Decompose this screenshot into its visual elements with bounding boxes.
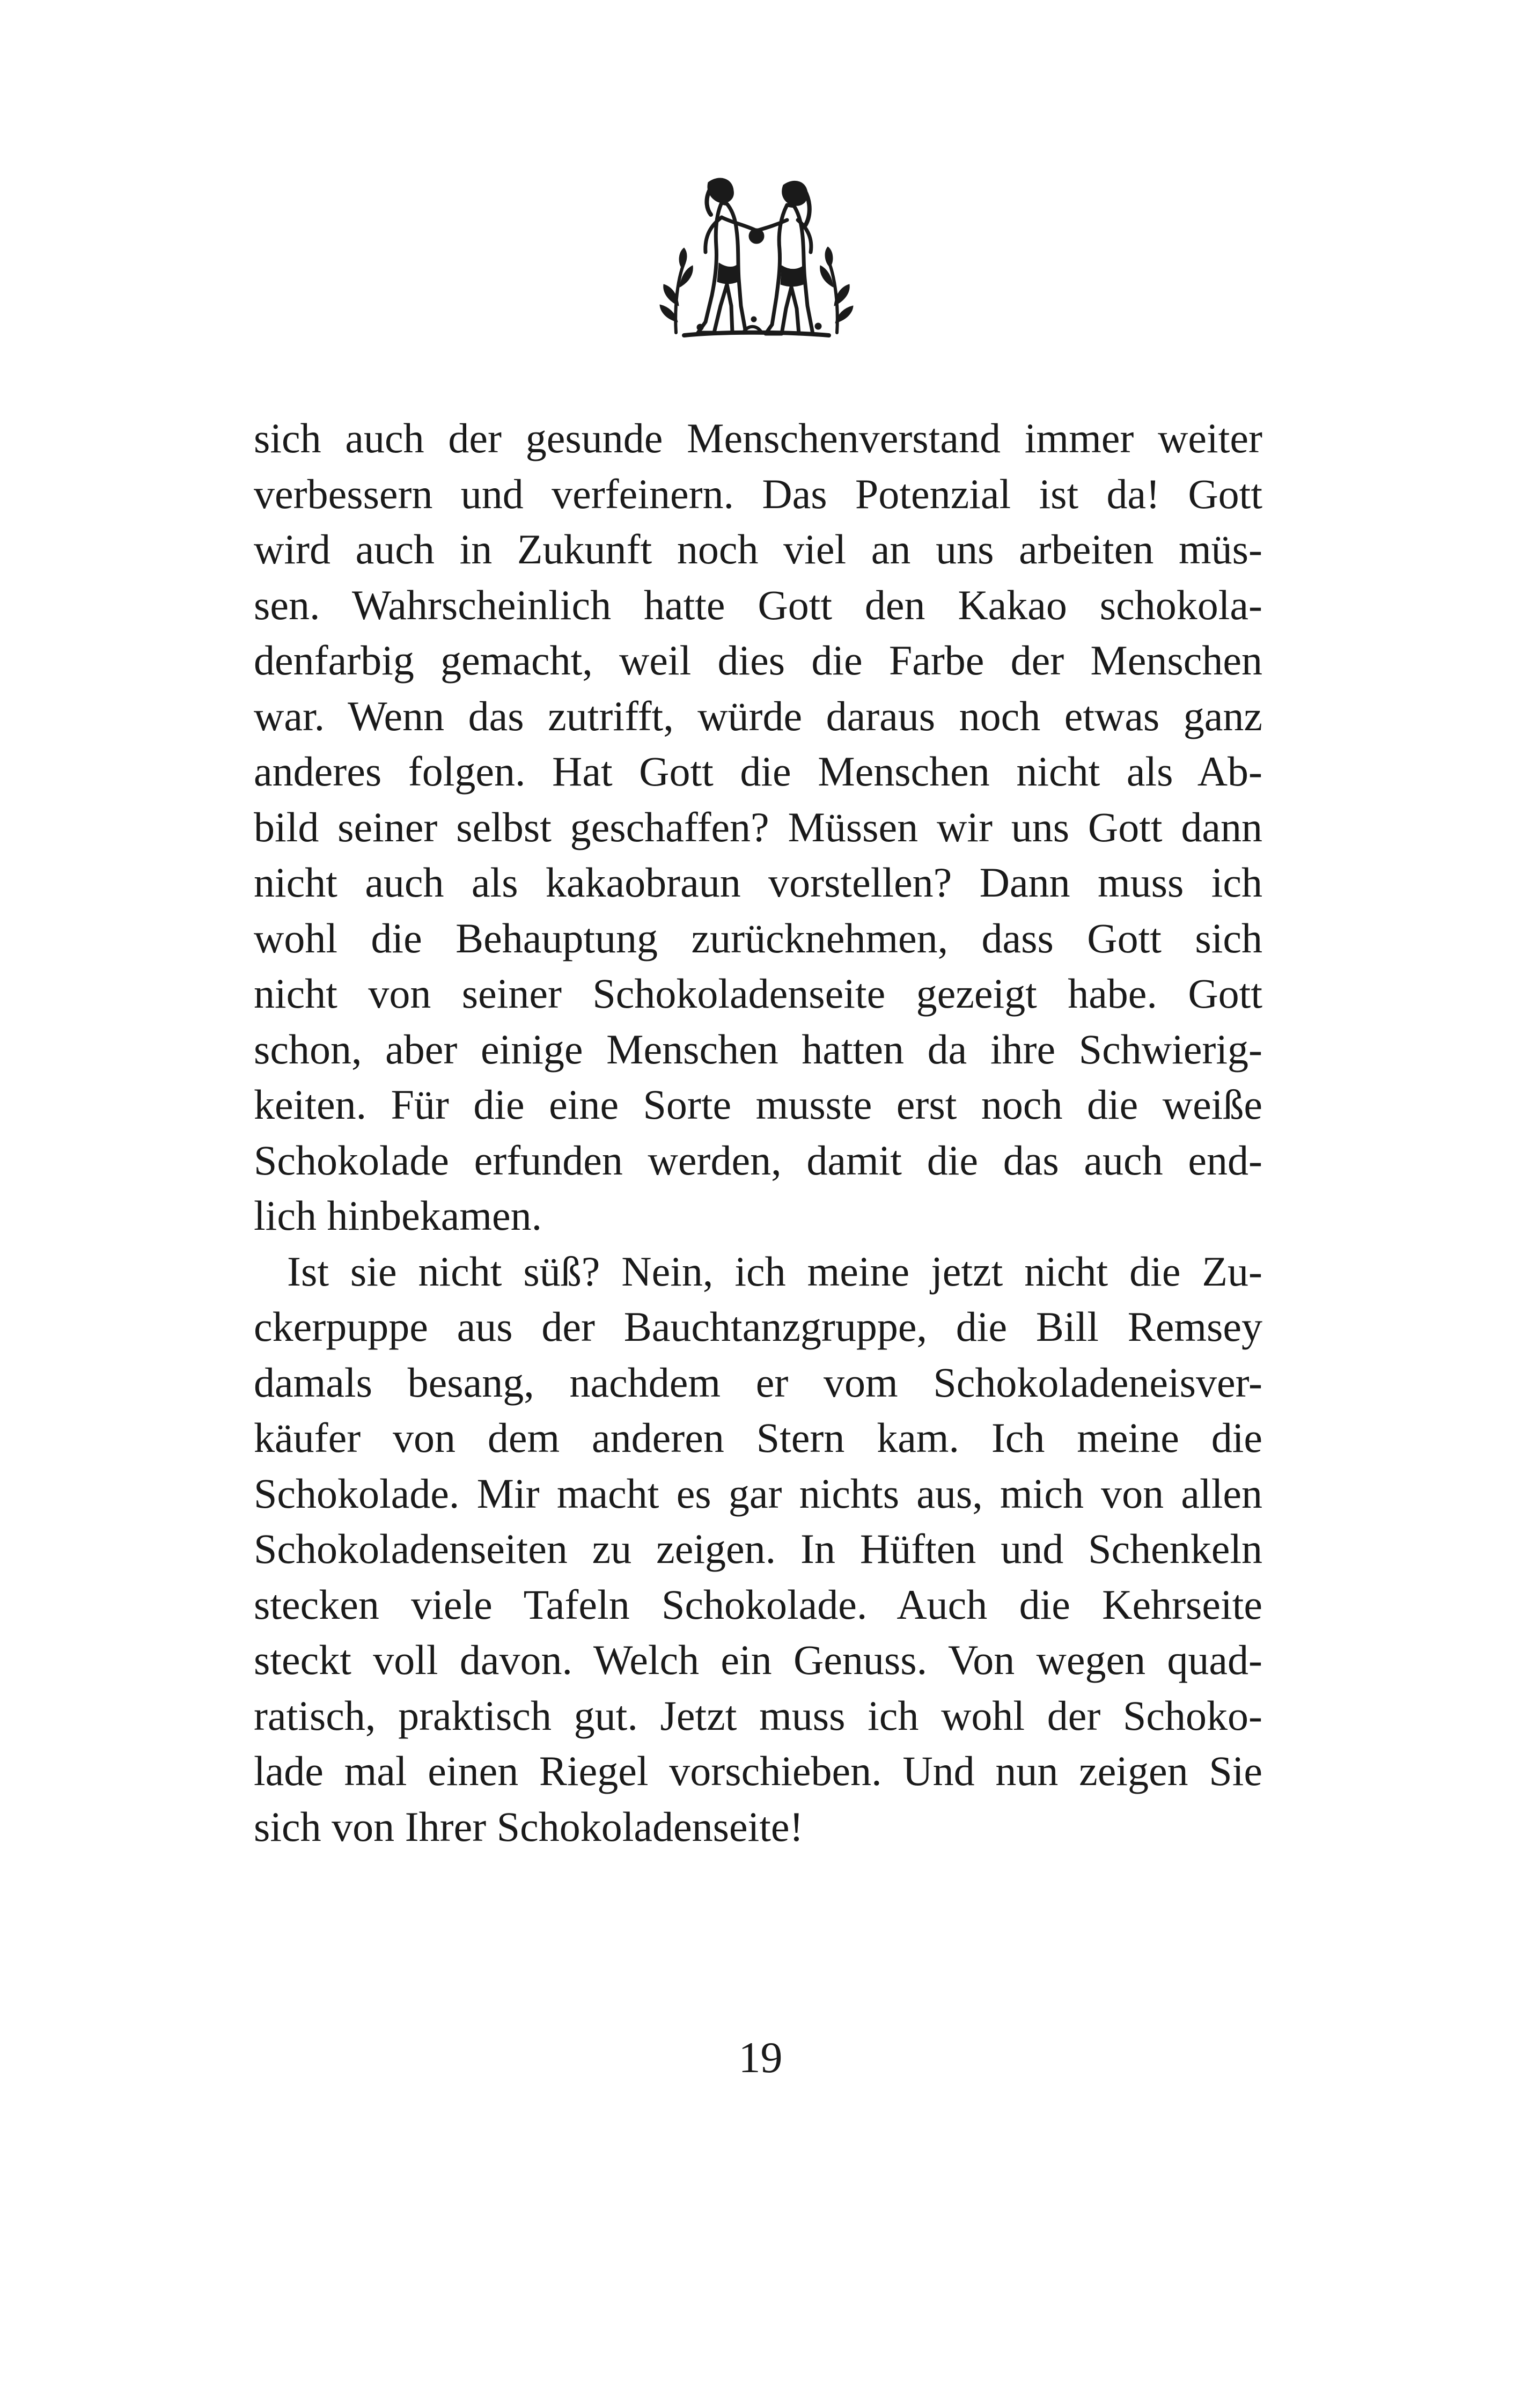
text-line: Schokolade. Mir macht es gar nichts aus, mich von allen: [254, 1470, 1262, 1517]
text-line: keiten. Für die eine Sorte musste erst noch die weiße: [254, 1081, 1262, 1128]
text-line: lade mal einen Riegel vorschieben. Und nun zeigen Sie: [254, 1748, 1262, 1794]
text-line: sen. Wahrscheinlich hatte Gott den Kakao schokola-: [254, 581, 1262, 628]
text-line: stecken viele Tafeln Schokolade. Auch die Kehrseite: [254, 1581, 1262, 1628]
text-line: anderes folgen. Hat Gott die Menschen nicht als Ab-: [254, 748, 1262, 795]
page-number: 19: [738, 2033, 783, 2082]
text-line: sich auch der gesunde Menschenverstand immer weiter: [254, 415, 1262, 461]
text-line: bild seiner selbst geschaffen? Müssen wir uns Gott dann: [254, 803, 1262, 850]
text-line: Schokoladenseiten zu zeigen. In Hüften und Schenkeln: [254, 1525, 1262, 1572]
ornament-vignette: [646, 172, 861, 349]
text-line: steckt voll davon. Welch ein Genuss. Von wegen quad-: [254, 1636, 1262, 1683]
paragraph: [254, 410, 1262, 1244]
text-line: verbessern und verfeinern. Das Potenzial ist da! Gott: [254, 470, 1262, 517]
body-text: [254, 410, 1262, 1854]
text-line: nicht auch als kakaobraun vorstellen? Dann muss ich: [254, 859, 1262, 906]
text-line: lich hinbekamen.: [254, 1192, 542, 1239]
text-line: wohl die Behauptung zurücknehmen, dass Gott sich: [254, 914, 1262, 961]
two-figures-woodcut-icon: [646, 172, 861, 349]
text-line: war. Wenn das zutrifft, würde daraus noch etwas ganz: [254, 692, 1262, 739]
paragraph: [254, 1244, 1262, 1855]
text-line: nicht von seiner Schokoladenseite gezeigt habe. Gott: [254, 970, 1262, 1017]
text-line: damals besang, nachdem er vom Schokoladeneisver-: [254, 1359, 1262, 1406]
text-line: käufer von dem anderen Stern kam. Ich meine die: [254, 1414, 1262, 1461]
text-line: ratisch, praktisch gut. Jetzt muss ich wohl der Schoko-: [254, 1692, 1262, 1739]
text-line: Schokolade erfunden werden, damit die das auch end-: [254, 1136, 1262, 1184]
text-line: denfarbig gemacht, weil dies die Farbe der Menschen: [254, 637, 1262, 684]
text-line: sich von Ihrer Schokoladenseite!: [254, 1803, 804, 1850]
text-line: schon, aber einige Menschen hatten da ihre Schwierig-: [254, 1025, 1262, 1073]
text-line: ckerpuppe aus der Bauchtanzgruppe, die Bill Remsey: [254, 1303, 1262, 1350]
text-line: Ist sie nicht süß? Nein, ich meine jetzt nicht die Zu-: [287, 1247, 1262, 1295]
text-line: wird auch in Zukunft noch viel an uns arbeiten müs-: [254, 526, 1262, 572]
